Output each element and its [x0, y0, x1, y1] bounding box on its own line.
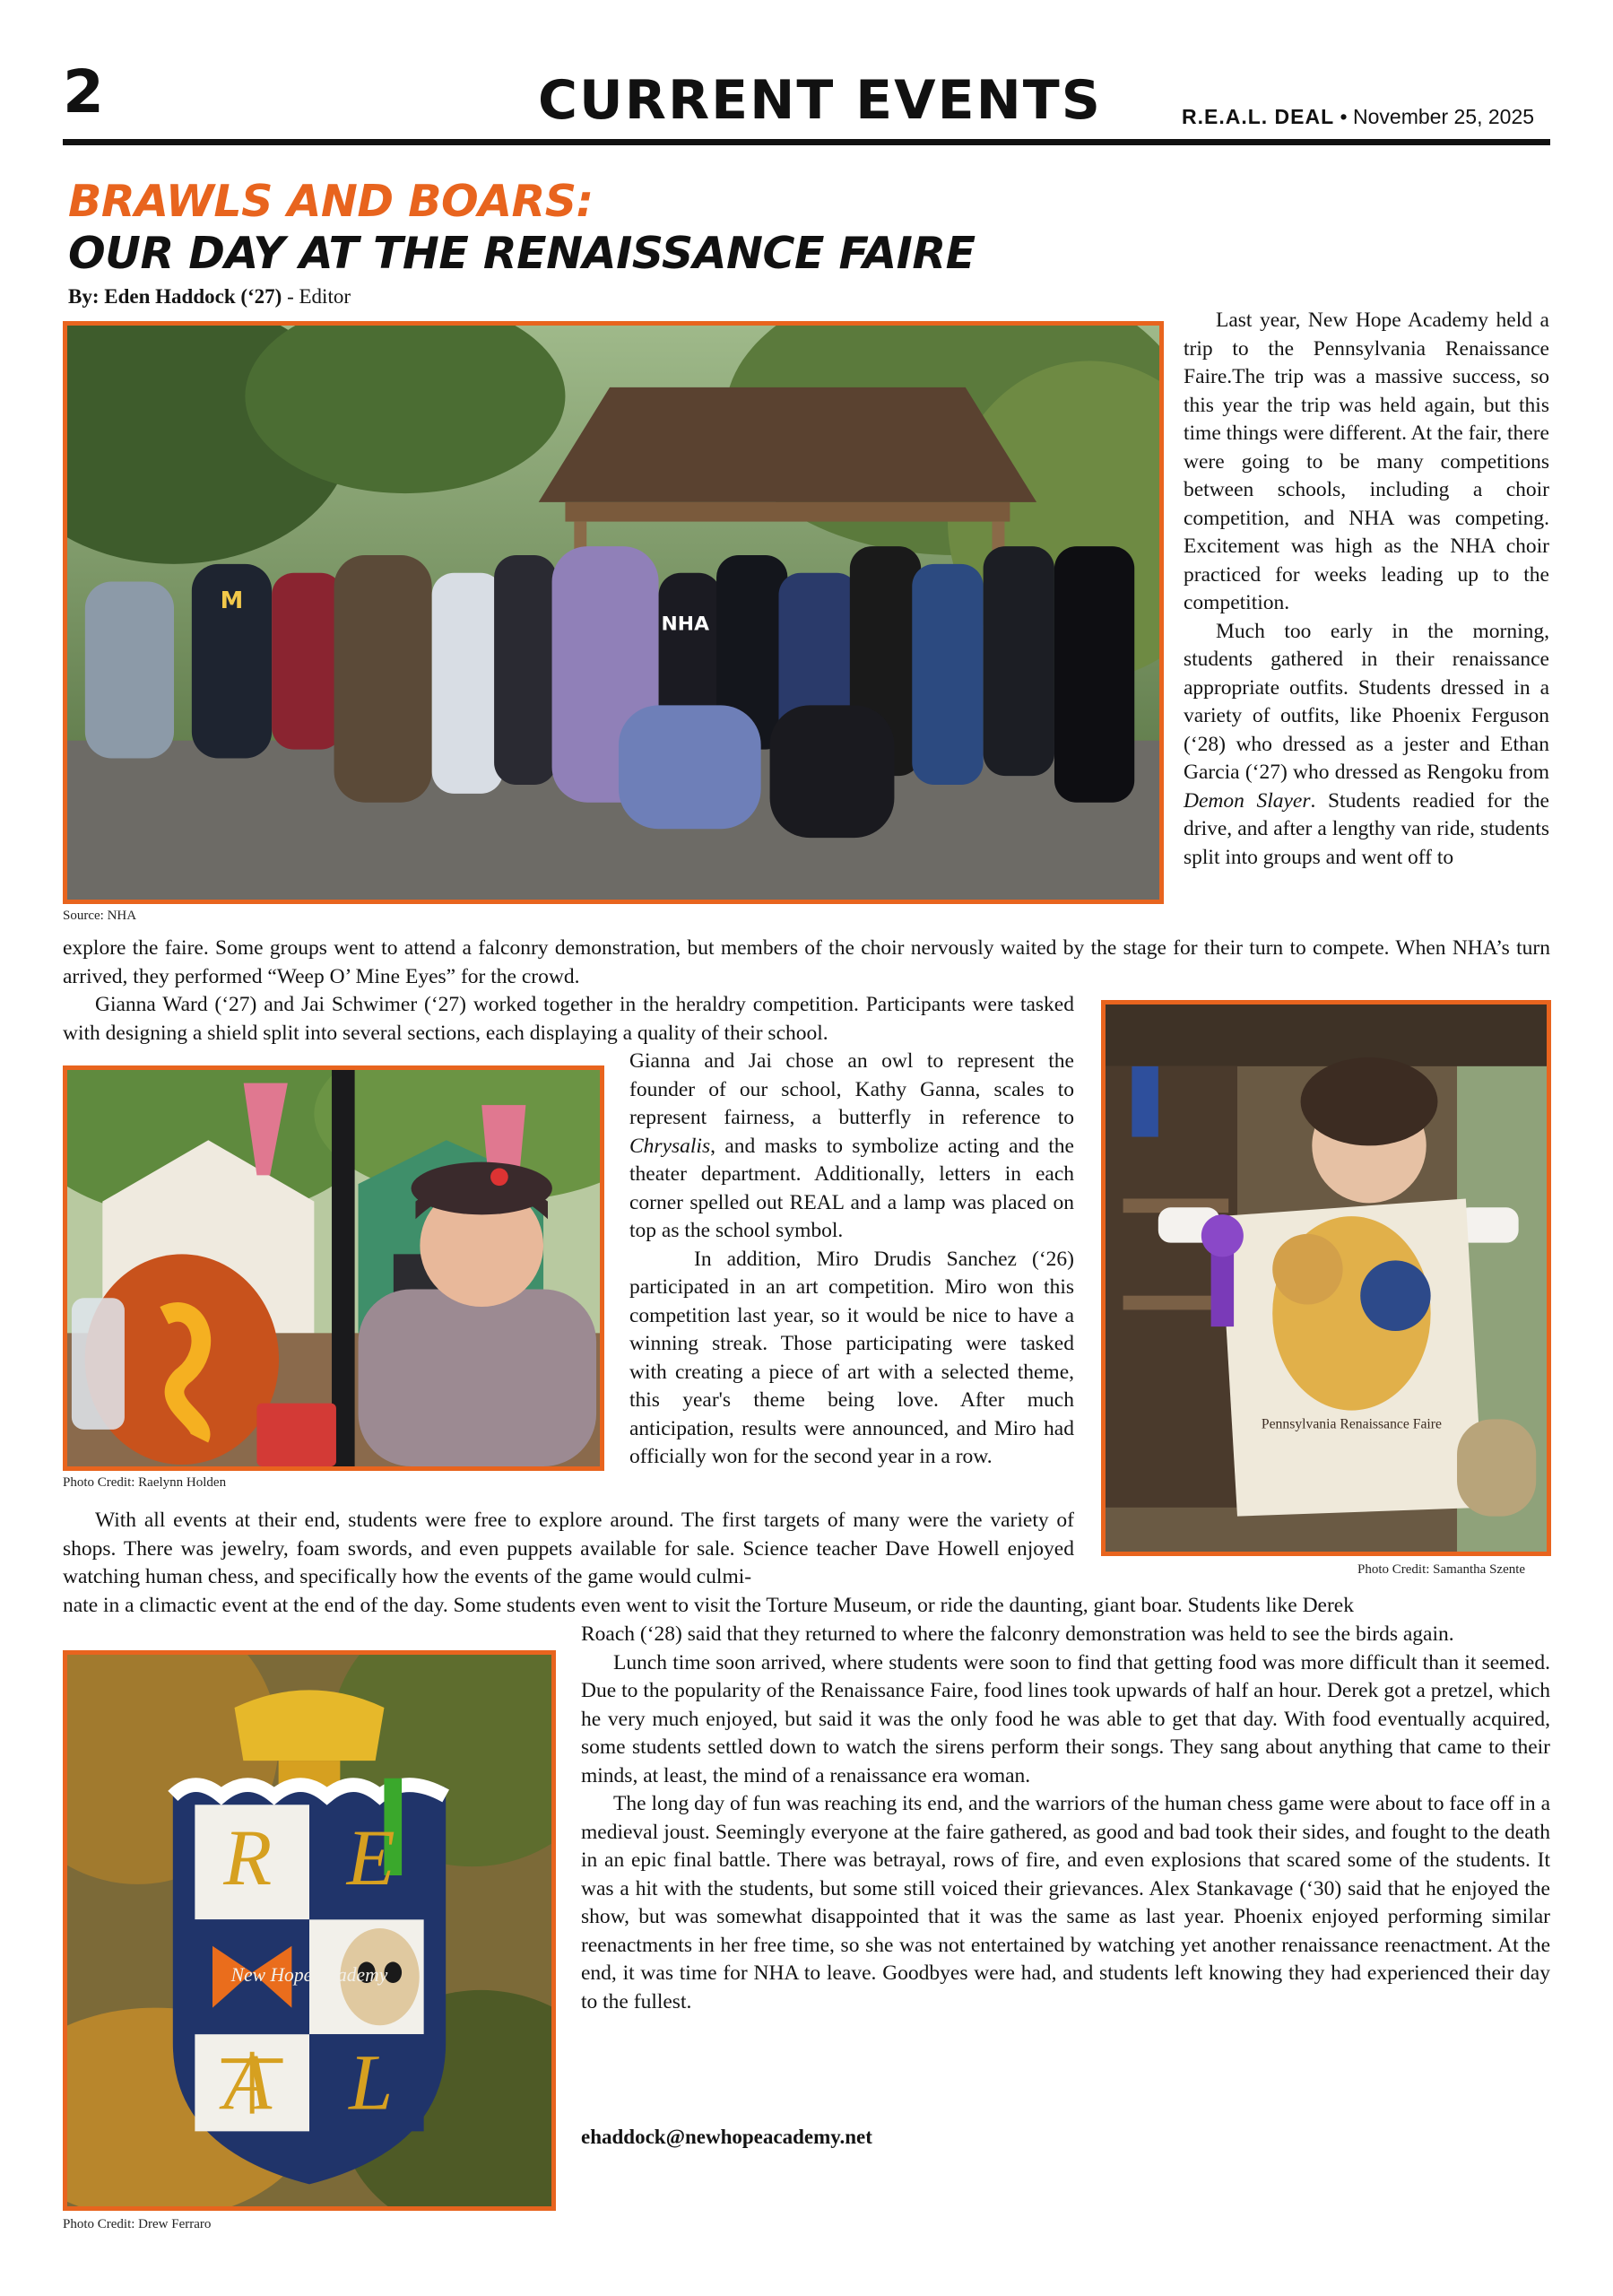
article-column-middle [629, 1048, 1074, 1472]
shield-letter-bl: A [223, 2039, 273, 2127]
miro-photo-image [1106, 1004, 1547, 1552]
paragraph-2-italic: Demon Slayer [1184, 788, 1311, 813]
paragraph-1: Last year, New Hope Academy held a trip to the Pennsylvania Renaissance Faire.The trip was a massive success, so this year the trip was held again, but this time things were different. At the fair, there were going to be many competitions between schools, including a choir competition, and NHA was competing. Excitement was high as the NHA choir practiced for weeks leading up to the competition. [1184, 309, 1549, 614]
shield-letter-tl: R [223, 1813, 273, 1902]
article-full-width-1 [63, 935, 1550, 991]
paragraph-3-italic: Chrysalis [629, 1134, 711, 1158]
paragraph-2-start [1184, 618, 1549, 873]
shield-letter-tr: E [346, 1813, 395, 1902]
paragraph-2-continued: explore the faire. Some groups went to attend a falconry demonstration, but members of the choir nervously waited by the stage for their turn to compete. When NHA’s turn arrived, they performed “Weep O’ Mine Eyes” for the crowd. [63, 936, 1550, 988]
paragraph-7: The long day of fun was reaching its end, and the warriors of the human chess game were about to face off in a medieval joust. Seemingly everyone at the faire gathered, as good and bad took their sides, and fought to the death in an epic final battle. There was betrayal, rows of fire, and even explosions that scared some of the students. It was a hit with the students, but some still voiced their grievances. Alex Stankavage (‘30) said that he enjoyed the show, but was somewhat disappointed that it was the same as last year. Phoenix enjoyed performing similar reenactments in her free time, so she was not entertained by watching yet another renaissance reenactment. At the end, it was time for NHA to leave. Goodbyes were had, and students left knowing they had experienced their day to the fullest. [581, 1792, 1550, 2013]
group-photo [63, 321, 1164, 904]
shield-letter-br: L [349, 2039, 394, 2127]
group-photo-image [67, 326, 1159, 900]
student-photo [63, 1065, 604, 1471]
paragraph-4: In addition, Miro Drudis Sanchez (‘26) participated in an art competition. Miro won this competition last year, so it would be nice to have a winning streak. Those participating were tasked with creating a piece of art with a selected theme, this year's theme being love. After much anticipation, results were announced, and Miro had officially won for the second year in a row. [629, 1247, 1074, 1468]
article-full-width-2 [63, 1592, 1550, 1621]
student-photo-credit: Photo Credit: Raelynn Holden [63, 1475, 227, 1490]
student-photo-image [67, 1070, 600, 1466]
paragraph-3-start: Gianna Ward (‘27) and Jai Schwimer (‘27) worked together in the heraldry competition. Participants were tasked with designing a shield split into several sections, each displaying a quality of their school. [63, 993, 1074, 1045]
poster-text: Pennsylvania Renaissance Faire [1261, 1416, 1442, 1432]
headline-line-2: OUR DAY AT THE RENAISSANCE FAIRE [68, 228, 976, 279]
masthead-separator: • [1334, 105, 1354, 128]
section-title: CURRENT EVENTS [538, 69, 1102, 132]
paragraph-2-text-b: . Students readied for the drive, and after a lengthy van ride, students split into groups and went off to [1184, 788, 1549, 869]
article-heraldry-intro [63, 991, 1074, 1048]
shield-center-text: New Hope Academy [230, 1964, 388, 1987]
byline-role: - Editor [282, 285, 351, 308]
article-column-bottom [581, 1621, 1550, 2016]
miro-photo-credit: Photo Credit: Samantha Szente [1357, 1562, 1526, 1577]
article-shops [63, 1507, 1074, 1592]
group-photo-credit: Source: NHA [63, 909, 137, 923]
paragraph-3-text-b: , and masks to symbolize acting and the theater department. Additionally, letters in each corner spelled out REAL and a lamp was placed on top as the school symbol. [629, 1134, 1074, 1242]
byline-author: By: Eden Haddock (‘27) [68, 285, 282, 308]
shirt-text-m: M [220, 587, 244, 615]
byline [68, 285, 351, 309]
paper-name: R.E.A.L. DEAL [1182, 105, 1335, 128]
masthead [1182, 105, 1534, 129]
shirt-text-nha: NHA [661, 613, 709, 636]
article-column-top [1184, 307, 1549, 872]
shield-photo [63, 1650, 556, 2211]
page-number: 2 [63, 57, 104, 126]
header-rule [63, 139, 1550, 145]
miro-photo [1101, 1000, 1551, 1556]
paragraph-6: Lunch time soon arrived, where students were soon to find that getting food was more difficult than it seemed. Due to the popularity of the Renaissance Faire, food lines took upwards of half an hour. Derek got a pretzel, which he very much enjoyed, but said it was the only food he was able to get that day. With food eventually acquired, some students settled down to watch the sirens perform their songs. They sang about anything that came to their minds, at least, the mind of a renaissance era woman. [581, 1650, 1550, 1787]
author-email[interactable]: ehaddock@newhopeacademy.net [581, 2126, 872, 2148]
shield-photo-image [67, 1655, 551, 2206]
paragraph-3-continued [629, 1048, 1074, 1246]
paragraph-5-start: With all events at their end, students were free to explore around. The first targets of many were the variety of shops. There was jewelry, foam swords, and even puppets available for sale. Science teacher Dave Howell enjoyed watching human chess, and specifically how the events of the game would culmi- [63, 1509, 1074, 1588]
paragraph-5-middle: nate in a climactic event at the end of the day. Some students even went to visit the Torture Museum, or ride the daunting, giant boar. Students like Derek [63, 1594, 1354, 1617]
headline-line-1: BRAWLS AND BOARS: [68, 176, 594, 227]
shield-photo-credit: Photo Credit: Drew Ferraro [63, 2217, 212, 2231]
paragraph-2-text-a: Much too early in the morning, students gathered in their renaissance appropriate outfits. Students dressed in a variety of outfits, like Phoenix Ferguson (‘28) who dressed as a jester and Ethan Garcia (‘27) who dressed as Rengoku from [1184, 619, 1549, 784]
issue-date: November 25, 2025 [1353, 105, 1535, 128]
paragraph-3-text-a: Gianna and Jai chose an owl to represent the founder of our school, Kathy Ganna, scales to represent fairness, a butterfly in reference to [629, 1049, 1074, 1129]
paragraph-5-end: Roach (‘28) said that they returned to where the falconry demonstration was held to see the birds again. [581, 1622, 1454, 1646]
